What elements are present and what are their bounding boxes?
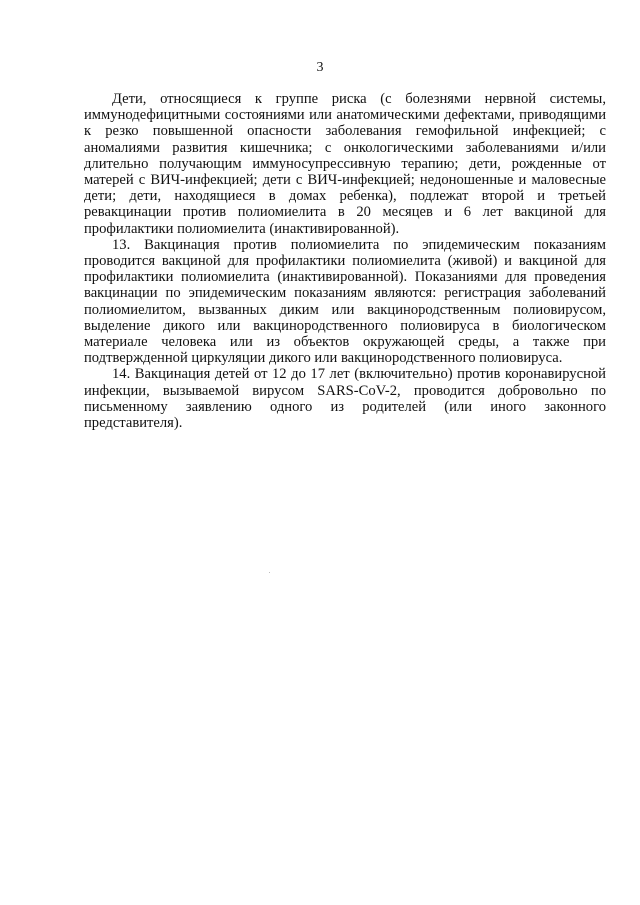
page-number: 3 [316,60,324,75]
paragraph-13-polio-epidemic-vaccination: 13. Вакцинация против полиомиелита по эпидемическим показаниям проводится вакциной для профилактики полиомиелита (живой) и вакциной для профилактики полиомиелита (инактивированной). Показаниями для проведения вакцинации по эпидемическим показаниям являются: регистрация заболеваний полиомиелитом, вызванных диким или вакцинородственным полиовирусом, выделение дикого или вакцинородственного полиовируса в биологическом материале человека или из объектов окружающей среды, а также при подтвержденной циркуляции дикого или вакцинородственного полиовируса. [84,236,606,367]
scan-speck [269,572,270,573]
paragraph-risk-group-children: Дети, относящиеся к группе риска (с болезнями нервной системы, иммунодефицитными состояниями или анатомическими дефектами, приводящими к резко повышенной опасности заболевания гемофильной инфекцией; с аномалиями развития кишечника; с онкологическими заболеваниями и/или длительно получающим иммуносупрессивную терапию; дети, рожденные от матерей с ВИЧ-инфекцией; дети с ВИЧ-инфекцией; недоношенные и маловесные дети; дети, находящиеся в домах ребенка), подлежат второй и третьей ревакцинации против полиомиелита в 20 месяцев и 6 лет вакциной для профилактики полиомиелита (инактивированной). [84,91,606,237]
paragraph-14-covid-vaccination: 14. Вакцинация детей от 12 до 17 лет (включительно) против коронавирусной инфекции, вызываемой вирусом SARS-CoV-2, проводится добровольно по письменному заявлению одного из родителей (или иного законного представителя). [84,366,606,432]
document-body [84,91,606,431]
